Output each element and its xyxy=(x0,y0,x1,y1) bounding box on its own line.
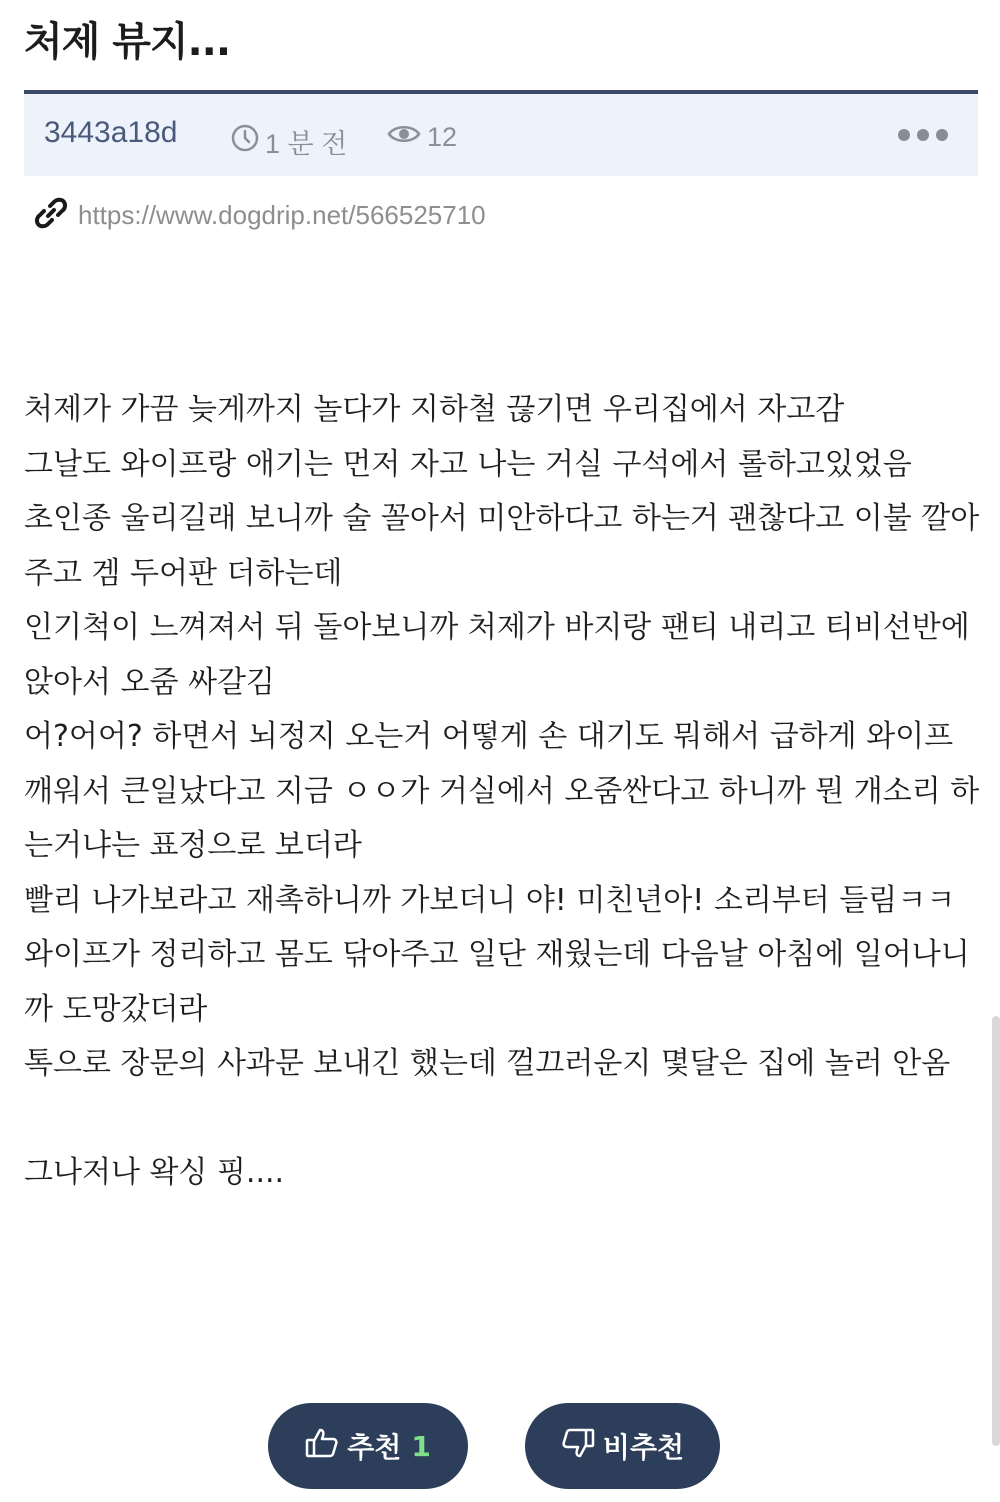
content-closing: 그나저나 왁싱 핑.... xyxy=(24,1155,285,1190)
content-paragraph: 어?어어? 하면서 뇌정지 오는거 어떻게 손 대기도 뭐해서 급하게 와이프 깨워서 큰일났다고 지금 ㅇㅇ가 거실에서 오줌싼다고 하니까 뭔 개소리 하는거냐는 표정으로 보더라 xyxy=(24,719,980,863)
eye-icon xyxy=(387,122,421,153)
views-count: 12 xyxy=(427,122,458,152)
dislike-label: 비추천 xyxy=(602,1431,685,1464)
post-content xyxy=(24,383,984,1201)
like-button[interactable] xyxy=(268,1403,468,1489)
content-paragraph: 빨리 나가보라고 재촉하니까 가보더니 야! 미친년아! 소리부터 들림ㅋㅋ xyxy=(24,882,956,918)
content-paragraph: 와이프가 정리하고 몸도 닦아주고 일단 재웠는데 다음날 아침에 일어나니까 도망갔더라 xyxy=(24,937,970,1027)
like-count: 1 xyxy=(411,1429,431,1463)
link-icon xyxy=(34,196,68,234)
clock-icon xyxy=(231,124,259,159)
thumbs-down-icon xyxy=(561,1427,603,1466)
paragraph-spacer xyxy=(24,1092,984,1147)
author-name[interactable]: 3443a18d xyxy=(44,116,178,149)
content-paragraph: 톡으로 장문의 사과문 보내긴 했는데 껄끄러운지 몇달은 집에 놀러 안옴 xyxy=(24,1046,951,1081)
thumbs-up-icon xyxy=(305,1427,347,1466)
post-meta-bar xyxy=(24,90,978,176)
scrollbar-thumb[interactable] xyxy=(992,1016,1000,1446)
content-paragraph: 처제가 가끔 늦게까지 놀다가 지하철 끊기면 우리집에서 자고감 xyxy=(24,392,845,427)
post-url[interactable]: https://www.dogdrip.net/566525710 xyxy=(78,199,486,230)
like-label: 추천 xyxy=(347,1431,402,1464)
post-link[interactable] xyxy=(34,196,486,234)
post-time xyxy=(231,122,347,161)
time-ago-text: 1 분 전 xyxy=(265,129,348,159)
content-paragraph: 인기척이 느껴져서 뒤 돌아보니까 처제가 바지랑 팬티 내리고 티비선반에 앉아서 오줌 싸갈김 xyxy=(24,610,970,700)
post-views xyxy=(387,122,457,153)
content-paragraph: 초인종 울리길래 보니까 술 꼴아서 미안하다고 하는거 괜찮다고 이불 깔아주고 겜 두어판 더하는데 xyxy=(24,501,980,591)
content-paragraph: 그날도 와이프랑 애기는 먼저 자고 나는 거실 구석에서 롤하고있었음 xyxy=(24,446,912,482)
dislike-button[interactable] xyxy=(525,1403,720,1489)
post-title: 처제 뷰지... xyxy=(24,19,231,65)
more-dots-icon[interactable] xyxy=(898,120,948,150)
